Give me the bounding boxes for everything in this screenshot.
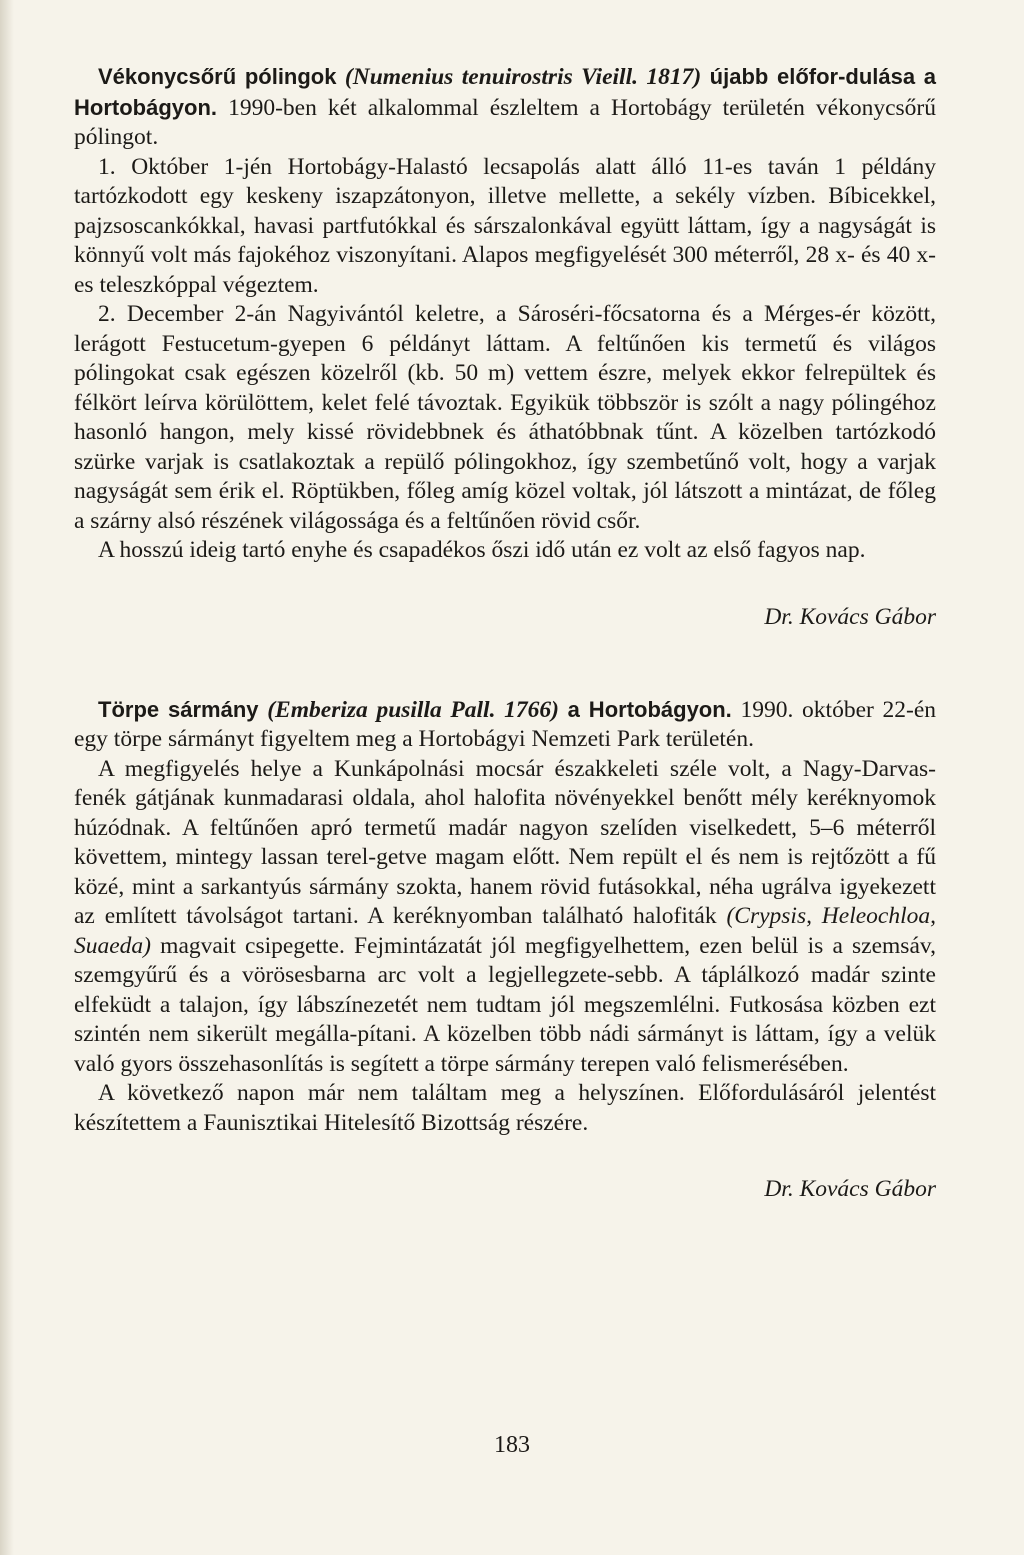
note2-genera: (Crypsis, Heleochloa, Suaeda): [74, 903, 937, 959]
note1-paragraph-2: 2. December 2-án Nagyivántól keletre, a Sároséri-főcsatorna és a Mérges-ér között, lerágott Festucetum-gyepen 6 példányt láttam. A feltűnően kis termetű és világos pólingokat csak egészen közelről (kb. 50 m) vettem észre, melyek ekkor felrepültek és félkört leírva körülöttem, kelet felé távoztak. Egyikük többször is szólt a nagy pólingéhoz hasonló hangon, mely kissé rövidebbnek és áthatóbbnak tűnt. A közelben tartózkodó szürke varjak is csatlakoztak a repülő pólingokhoz, így szembetűnő volt, hogy a varjak nagyságát sem érik el. Röptükben, főleg amíg közel voltak, jól látszott a mintázat, de főleg a szárny alsó részének világossága és a feltűnően rövid csőr.: [74, 301, 936, 534]
note2-paragraph-1: [74, 755, 936, 1080]
note1-heading-species: (Numenius tenuirostris Vieill. 1817): [344, 64, 702, 90]
note2-paragraph-2: A következő napon már nem találtam meg a helyszínen. Előfordulásáról jelentést készítettem a Faunisztikai Hitelesítő Bizottság részére.: [74, 1080, 936, 1136]
note1-signature: Dr. Kovács Gábor: [764, 603, 936, 630]
note1-heading: Vékonycsőrű pólingok: [98, 64, 337, 89]
note2-signature: Dr. Kovács Gábor: [764, 1176, 936, 1202]
note-little-bunting: [74, 695, 936, 1204]
note2-intro-text: 1990. október 22-én egy törpe sármányt figyeltem meg a Hortobágyi Nemzeti Park területén.: [74, 696, 937, 752]
note2-paragraph-1-b: magvait csipegette. Fejmintázatát jól megfigyelhettem, ezen belül is a szemsáv, szemgyűrű és a vörösesbarna arc volt a legjellegzete-sebb. A táplálkozó madár szinte elfeküdt a talajon, így lábszínezetét nem tudtam jól megszemlélni. Futkosása közben ezt szintén nem sikerült megálla-pítani. A közelben több nádi sármányt is láttam, így a velük való gyors összehasonlítás is segített a törpe sármány terepen való felismerésében.: [74, 932, 936, 1077]
note1-intro-paragraph: [74, 62, 936, 153]
note2-intro-paragraph: [74, 695, 936, 755]
note2-heading-species: (Emberiza pusilla Pall. 1766): [267, 696, 559, 723]
page-number: 183: [494, 1432, 530, 1458]
note2-heading: Törpe sármány: [98, 696, 259, 722]
document-page: [74, 62, 936, 1203]
note2-paragraph-1-a: A megfigyelés helye a Kunkápolnási mocsár északkeleti széle volt, a Nagy-Darvas-fenék gátjának kunmadarasi oldala, ahol halofita növényekkel benőtt mély keréknyomok húzódnak. A feltűnően apró termetű madár nagyon szelíden viselkedett, 5–6 méterről követtem, mintegy lassan terel-getve magam előtt. Nem repült el és nem is rejtőzött a fű közé, mint a sarkantyús sármány szokta, hanem rövid futásokkal, néha ugrálva igyekezett az említett távolságot tartani. A keréknyomban található halofiták: [74, 755, 936, 929]
note-slender-billed-curlew: [74, 62, 936, 631]
note1-paragraph-3: A hosszú ideig tartó enyhe és csapadékos őszi idő után ez volt az első fagyos nap.: [98, 537, 866, 563]
note2-heading-rest: a Hortobágyon.: [567, 696, 732, 722]
note1-intro-text: 1990-ben két alkalommal észleltem a Hortobágy területén vékonycsőrű pólingot.: [74, 94, 937, 150]
note1-heading-rest: újabb előfor-dulása a Hortobágyon.: [74, 64, 937, 120]
note1-paragraph-1: 1. Október 1-jén Hortobágy-Halastó lecsapolás alatt álló 11-es taván 1 példány tartózkodott egy keskeny iszapzátonyon, illetve mellette, a sekély vízben. Bíbicekkel, pajzsoscankókkal, havasi partfutókkal és sárszalonkával együtt láttam, így a nagyságát is könnyű volt más fajokéhoz viszonyítani. Alapos megfigyelését 300 méterről, 28 x- és 40 x-es teleszkóppal végeztem.: [74, 153, 936, 298]
page-edge-shadow: [0, 0, 14, 1555]
